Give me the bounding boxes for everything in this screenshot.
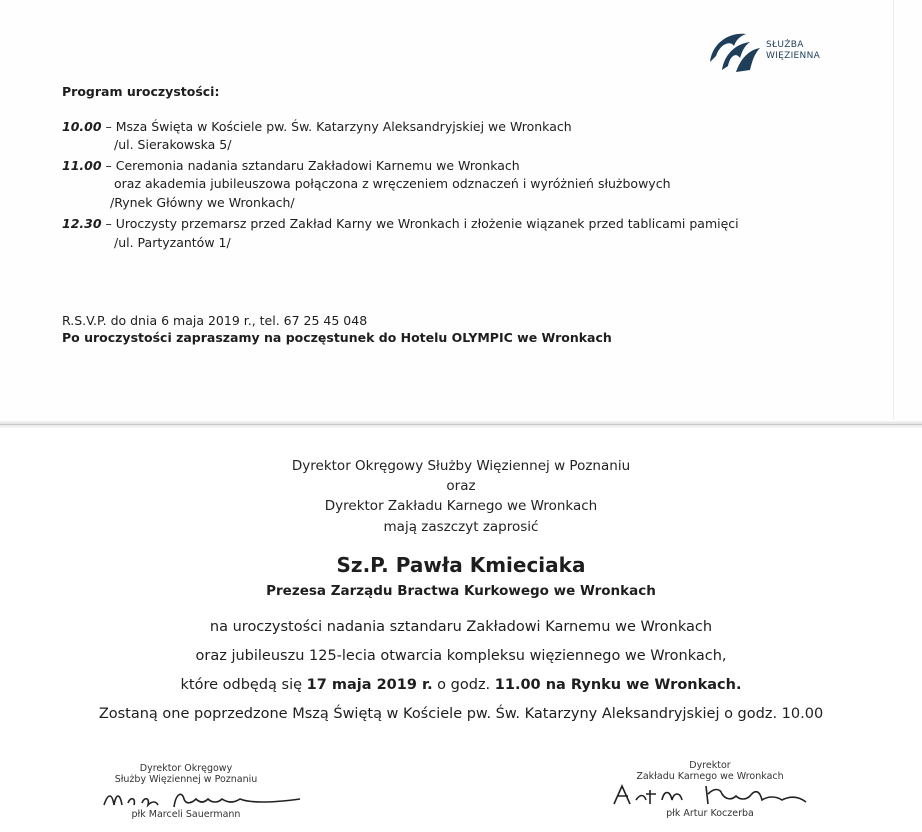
invitation-line3 (0, 677, 922, 693)
fold-line (0, 424, 922, 425)
signature-left-title1: Dyrektor Okręgowy (139, 763, 233, 774)
signature-right-title (620, 760, 800, 782)
program-item-text: – Uroczysty przemarsz przed Zakład Karny we Wronkach i złożenie wiązanek przed tablicami pamięci (101, 216, 739, 231)
guest-role: Prezesa Zarządu Bractwa Kurkowego we Wronkach (266, 583, 656, 599)
invitation-line4: Zostaną one poprzedzone Mszą Świętą w Kościele pw. Św. Katarzyny Aleksandryjskiej o godz. 10.00 (98, 706, 824, 722)
logo-text-line2: WIĘZIENNA (766, 51, 821, 61)
line3-text-a: które odbędą się (180, 677, 307, 693)
invitation-host1: Dyrektor Okręgowy Służby Więziennej w Poznaniu (291, 458, 631, 474)
program-item-time: 10.00 (62, 119, 102, 134)
program-item-3-sub: /ul. Partyzantów 1/ (114, 235, 231, 250)
invitation-host2: Dyrektor Zakładu Karnego we Wronkach (324, 498, 598, 514)
page-edge (893, 0, 894, 420)
program-item-2-sub-1: oraz akademia jubileuszowa połączona z wręczeniem odznaczeń i wyróżnień służbowych (114, 176, 671, 191)
rsvp-line: R.S.V.P. do dnia 6 maja 2019 r., tel. 67 25 45 048 (62, 313, 368, 328)
invitation-line1: na uroczystości nadania sztandaru Zakładowi Karnemu we Wronkach (209, 619, 713, 635)
signature-left-handwriting (100, 785, 310, 811)
event-date: 17 maja 2019 r. (306, 677, 433, 693)
reception-line: Po uroczystości zapraszamy na poczęstunek do Hotelu OLYMPIC we Wronkach (62, 330, 612, 345)
event-time-place: 11.00 na Rynku we Wronkach. (494, 677, 742, 693)
program-item-1-sub: /ul. Sierakowska 5/ (114, 137, 232, 152)
program-item-2-sub-2: /Rynek Główny we Wronkach/ (110, 195, 295, 210)
invitation-line2: oraz jubileuszu 125-lecia otwarcia kompleksu więziennego we Wronkach, (195, 648, 727, 664)
logo-text-line1: SŁUŻBA (766, 40, 804, 50)
program-item-1 (62, 118, 572, 135)
invitation-conj: oraz (446, 478, 476, 494)
program-item-text: – Ceremonia nadania sztandaru Zakładowi Karnemu we Wronkach (101, 158, 520, 173)
sluzba-wiezienna-emblem-icon (706, 26, 764, 78)
invitation-invite: mają zaszczyt zaprosić (383, 519, 539, 535)
signature-right-handwriting (610, 780, 820, 810)
program-heading: Program uroczystości: (62, 84, 220, 99)
program-item-3 (62, 215, 739, 232)
line3-text-b: o godz. (432, 677, 495, 693)
sluzba-wiezienna-logo (706, 26, 836, 82)
program-item-time: 12.30 (62, 216, 102, 231)
signature-right-name: płk Artur Koczerba (666, 808, 754, 819)
signature-left-name: płk Marceli Sauermann (131, 809, 241, 820)
signature-left-title (96, 763, 276, 785)
program-item-time: 11.00 (62, 158, 102, 173)
signature-right-title2: Zakładu Karnego we Wronkach (636, 771, 784, 782)
signature-left-title2: Służby Więziennej w Poznaniu (114, 774, 258, 785)
program-item-2 (62, 157, 520, 174)
guest-name: Sz.P. Pawła Kmieciaka (336, 553, 586, 577)
rsvp-block (62, 312, 612, 346)
signature-right-title1: Dyrektor (689, 760, 731, 771)
logo-text (766, 40, 820, 62)
program-item-text: – Msza Święta w Kościele pw. Św. Katarzyny Aleksandryjskiej we Wronkach (101, 119, 572, 134)
